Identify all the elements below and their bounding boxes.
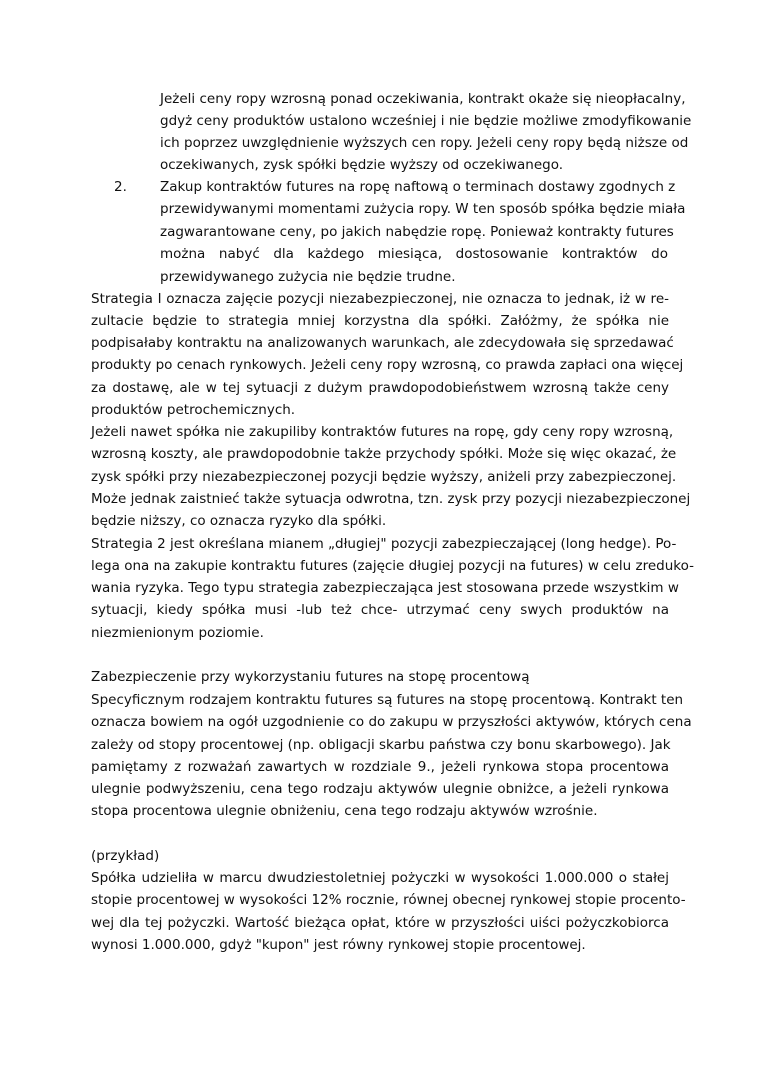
text-line: wzrosną koszty, ale prawdopodobnie także przychody spółki. Może się więc okazać, że: [91, 446, 677, 462]
text-line: oczekiwanych, zysk spółki będzie wyższy od oczekiwanego.: [160, 157, 564, 173]
list-marker: 2.: [114, 179, 127, 195]
text-line: oznacza bowiem na ogół uzgodnienie co do zakupu w przyszłości aktywów, których cena: [91, 714, 692, 730]
text-line: stopie procentowej w wysokości 12% rocznie, równej obecnej rynkowej stopie procento-: [91, 892, 686, 908]
text-line: Jeżeli nawet spółka nie zakupiliby kontraktów futures na ropę, gdy ceny ropy wzrosną,: [91, 424, 674, 440]
section-heading: Zabezpieczenie przy wykorzystaniu futures na stopę procentową: [91, 669, 530, 685]
text-line: sytuacji, kiedy spółka musi -lub też chce- utrzymać ceny swych produktów na: [91, 602, 669, 618]
text-line: podpisałaby kontraktu na analizowanych warunkach, ale zdecydowała się sprzedawać: [91, 335, 674, 351]
text-line: przewidywanymi momentami zużycia ropy. W ten sposób spółka będzie miała: [160, 201, 686, 217]
text-line: można nabyć dla każdego miesiąca, dostosowanie kontraktów do: [160, 246, 668, 262]
text-line: lega ona na zakupie kontraktu futures (zajęcie długiej pozycji na futures) w celu zreduko-: [91, 558, 694, 574]
text-line: stopa procentowa ulegnie obniżeniu, cena tego rodzaju aktywów wzrośnie.: [91, 803, 598, 819]
text-line: pamiętamy z rozważań zawartych w rozdziale 9., jeżeli rynkowa stopa procentowa: [91, 759, 669, 775]
text-line: wynosi 1.000.000, gdyż "kupon" jest równy rynkowej stopie procentowej.: [91, 937, 586, 953]
text-line: Strategia 2 jest określana mianem „długiej" pozycji zabezpieczającej (long hedge). Po-: [91, 536, 677, 552]
text-line: Specyficznym rodzajem kontraktu futures są futures na stopę procentową. Kontrakt ten: [91, 692, 684, 708]
text-line: zależy od stopy procentowej (np. obligacji skarbu państwa czy bonu skarbowego). Jak: [91, 737, 671, 753]
text-line: ulegnie podwyższeniu, cena tego rodzaju aktywów ulegnie obniżce, a jeżeli rynkowa: [91, 781, 669, 797]
text-line: ich poprzez uwzględnienie wyższych cen ropy. Jeżeli ceny ropy będą niższe od: [160, 135, 689, 151]
text-line: zysk spółki przy niezabezpieczonej pozycji będzie wyższy, aniżeli przy zabezpieczonej.: [91, 469, 677, 485]
text-line: zultacie będzie to strategia mniej korzystna dla spółki. Załóżmy, że spółka nie: [91, 313, 669, 329]
text-line: gdyż ceny produktów ustalono wcześniej i nie będzie możliwe zmodyfikowanie: [160, 113, 692, 129]
text-line: będzie niższy, co oznacza ryzyko dla spółki.: [91, 513, 387, 529]
text-line: Strategia I oznacza zajęcie pozycji niezabezpieczonej, nie oznacza to jednak, iż w re-: [91, 291, 669, 307]
example-label: (przykład): [91, 848, 160, 864]
text-line: za dostawę, ale w tej sytuacji z dużym prawdopodobieństwem wzrosną także ceny: [91, 380, 669, 396]
text-line: wej dla tej pożyczki. Wartość bieżąca opłat, które w przyszłości uiści pożyczkobiorca: [91, 915, 669, 931]
text-line: Może jednak zaistnieć także sytuacja odwrotna, tzn. zysk przy pozycji niezabezpieczonej: [91, 491, 691, 507]
text-line: zagwarantowane ceny, po jakich nabędzie ropę. Ponieważ kontrakty futures: [160, 224, 674, 240]
text-line: Spółka udzieliła w marcu dwudziestoletniej pożyczki w wysokości 1.000.000 o stałej: [91, 870, 669, 886]
text-line: produkty po cenach rynkowych. Jeżeli ceny ropy wzrosną, co prawda zapłaci ona więcej: [91, 357, 684, 373]
text-line: niezmienionym poziomie.: [91, 625, 264, 641]
text-line: produktów petrochemicznych.: [91, 402, 296, 418]
text-line: wania ryzyka. Tego typu strategia zabezpieczająca jest stosowana przede wszystkim w: [91, 580, 679, 596]
text-line: Zakup kontraktów futures na ropę naftową o terminach dostawy zgodnych z: [160, 179, 676, 195]
text-line: przewidywanego zużycia nie będzie trudne.: [160, 269, 456, 285]
text-line: Jeżeli ceny ropy wzrosną ponad oczekiwania, kontrakt okaże się nieopłacalny,: [160, 91, 686, 107]
